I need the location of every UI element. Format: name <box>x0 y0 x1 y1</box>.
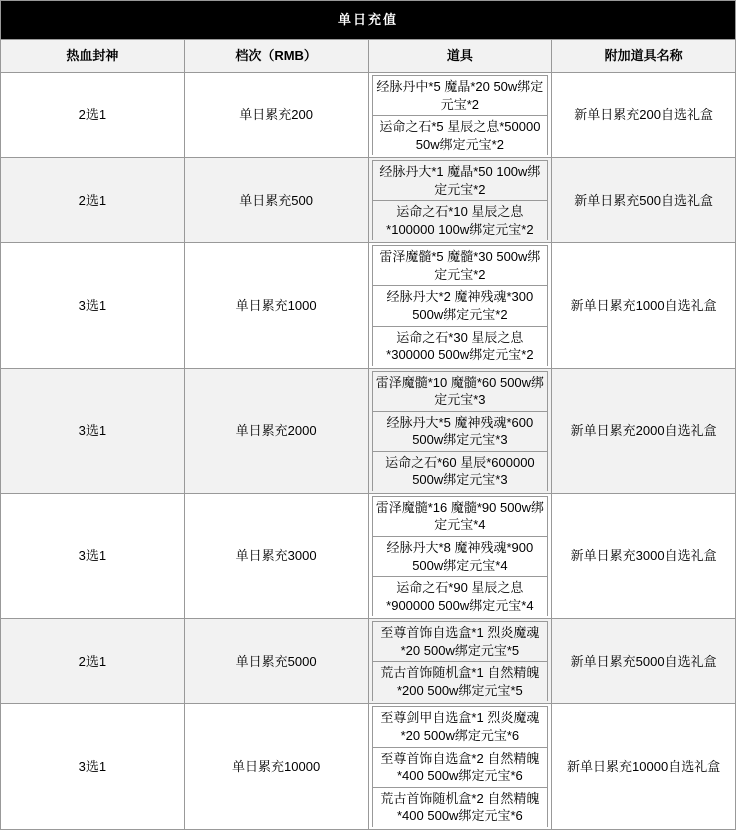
item-text: 运命之石*30 星辰之息*300000 500w绑定元宝*2 <box>372 326 548 366</box>
item-row <box>372 622 548 662</box>
table-row <box>1 158 736 243</box>
item-text: 荒古首饰随机盒*2 自然精魄*400 500w绑定元宝*6 <box>372 787 548 827</box>
table-row <box>1 368 736 493</box>
table-title-row <box>1 1 736 40</box>
column-header-tier: 档次（RMB） <box>184 40 368 73</box>
item-text: 运命之石*90 星辰之息*900000 500w绑定元宝*4 <box>372 577 548 617</box>
item-row <box>372 246 548 286</box>
item-text: 至尊首饰自选盒*2 自然精魄*400 500w绑定元宝*6 <box>372 747 548 787</box>
table-row <box>1 243 736 368</box>
cell-choose: 2选1 <box>1 158 185 243</box>
table-row <box>1 619 736 704</box>
item-text: 雷泽魔髓*10 魔髓*60 500w绑定元宝*3 <box>372 371 548 411</box>
item-row <box>372 326 548 366</box>
item-row <box>372 286 548 326</box>
cell-items <box>368 243 552 368</box>
cell-choose: 3选1 <box>1 368 185 493</box>
cell-extra: 新单日累充1000自选礼盒 <box>552 243 736 368</box>
item-row <box>372 707 548 747</box>
cell-tier: 单日累充200 <box>184 73 368 158</box>
table-header-row <box>1 40 736 73</box>
column-header-extra: 附加道具名称 <box>552 40 736 73</box>
item-text: 经脉丹大*1 魔晶*50 100w绑定元宝*2 <box>372 161 548 201</box>
item-text: 至尊剑甲自选盒*1 烈炎魔魂*20 500w绑定元宝*6 <box>372 707 548 747</box>
table-row <box>1 73 736 158</box>
cell-extra: 新单日累充10000自选礼盒 <box>552 704 736 829</box>
cell-choose: 3选1 <box>1 493 185 618</box>
item-text: 至尊首饰自选盒*1 烈炎魔魂*20 500w绑定元宝*5 <box>372 622 548 662</box>
item-text: 经脉丹中*5 魔晶*20 50w绑定元宝*2 <box>372 76 548 116</box>
item-row <box>372 116 548 156</box>
item-row <box>372 747 548 787</box>
cell-items <box>368 158 552 243</box>
item-row <box>372 451 548 491</box>
table-row <box>1 704 736 829</box>
item-text: 运命之石*10 星辰之息*100000 100w绑定元宝*2 <box>372 201 548 241</box>
column-header-choose: 热血封神 <box>1 40 185 73</box>
cell-items <box>368 619 552 704</box>
cell-items <box>368 704 552 829</box>
page-title: 单日充值 <box>1 1 736 40</box>
cell-items <box>368 368 552 493</box>
item-text: 经脉丹大*2 魔神残魂*300 500w绑定元宝*2 <box>372 286 548 326</box>
item-row <box>372 537 548 577</box>
cell-choose: 3选1 <box>1 243 185 368</box>
cell-items <box>368 493 552 618</box>
item-row <box>372 76 548 116</box>
table-body <box>1 1 736 830</box>
cell-tier: 单日累充3000 <box>184 493 368 618</box>
cell-extra: 新单日累充3000自选礼盒 <box>552 493 736 618</box>
cell-tier: 单日累充1000 <box>184 243 368 368</box>
item-row <box>372 496 548 536</box>
item-text: 运命之石*60 星辰*600000 500w绑定元宝*3 <box>372 451 548 491</box>
cell-choose: 2选1 <box>1 73 185 158</box>
cell-extra: 新单日累充200自选礼盒 <box>552 73 736 158</box>
cell-extra: 新单日累充2000自选礼盒 <box>552 368 736 493</box>
cell-choose: 3选1 <box>1 704 185 829</box>
item-text: 雷泽魔髓*16 魔髓*90 500w绑定元宝*4 <box>372 496 548 536</box>
table-row <box>1 493 736 618</box>
item-row <box>372 161 548 201</box>
cell-tier: 单日累充10000 <box>184 704 368 829</box>
cell-extra: 新单日累充500自选礼盒 <box>552 158 736 243</box>
item-text: 运命之石*5 星辰之息*50000 50w绑定元宝*2 <box>372 116 548 156</box>
cell-tier: 单日累充2000 <box>184 368 368 493</box>
item-row <box>372 201 548 241</box>
item-text: 荒古首饰随机盒*1 自然精魄*200 500w绑定元宝*5 <box>372 662 548 702</box>
cell-choose: 2选1 <box>1 619 185 704</box>
item-text: 经脉丹大*5 魔神残魂*600 500w绑定元宝*3 <box>372 411 548 451</box>
item-row <box>372 787 548 827</box>
item-row <box>372 371 548 411</box>
item-row <box>372 411 548 451</box>
item-text: 雷泽魔髓*5 魔髓*30 500w绑定元宝*2 <box>372 246 548 286</box>
item-text: 经脉丹大*8 魔神残魂*900 500w绑定元宝*4 <box>372 537 548 577</box>
cell-items <box>368 73 552 158</box>
column-header-items: 道具 <box>368 40 552 73</box>
cell-tier: 单日累充500 <box>184 158 368 243</box>
cell-tier: 单日累充5000 <box>184 619 368 704</box>
item-row <box>372 662 548 702</box>
cell-extra: 新单日累充5000自选礼盒 <box>552 619 736 704</box>
item-row <box>372 577 548 617</box>
